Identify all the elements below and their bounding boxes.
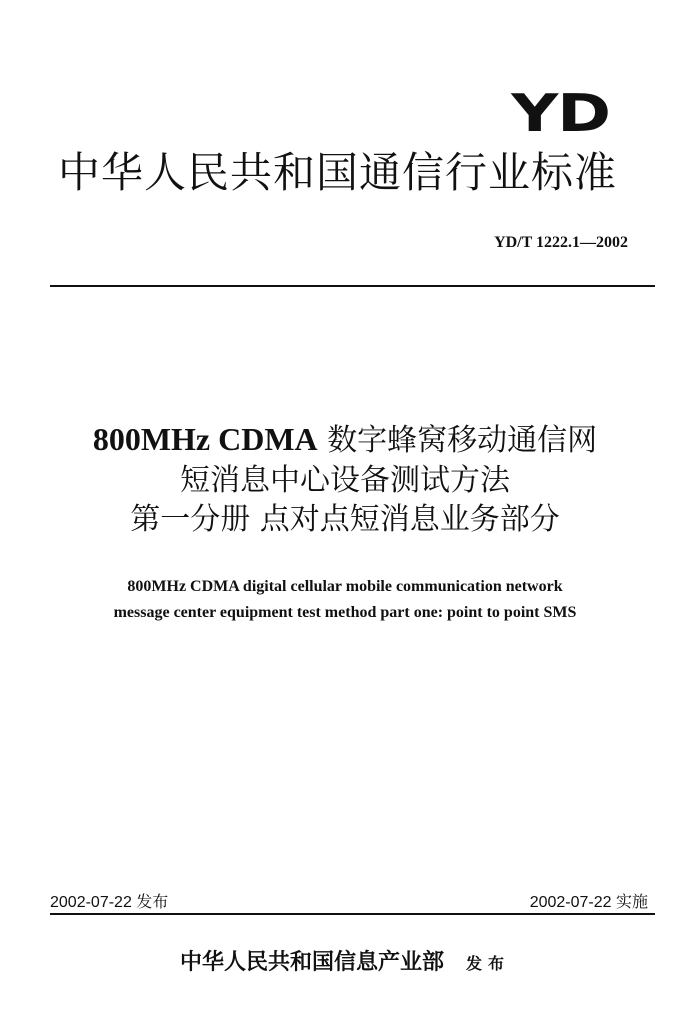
document-title [0, 418, 690, 540]
english-title [0, 574, 690, 625]
title-line-2: 短消息中心设备测试方法 [180, 462, 510, 498]
standard-logo: YD [511, 84, 610, 144]
english-title-line-1: 800MHz CDMA digital cellular mobile communication network [127, 578, 563, 595]
title-line-1-cjk: 数字蜂窝移动通信网 [327, 423, 598, 458]
implementation-date: 2002-07-22 实施 [529, 894, 648, 911]
issue-date: 2002-07-22 发布 [50, 894, 169, 911]
title-line-1 [0, 418, 690, 461]
issue-label: 发布 [466, 954, 511, 973]
english-title-line-2: message center equipment test method part one: point to point SMS [113, 603, 577, 621]
top-divider [50, 285, 655, 287]
title-line-1-latin: 800MHz CDMA [92, 421, 318, 457]
issuer-name: 中华人民共和国信息产业部 [179, 949, 444, 975]
bottom-divider [50, 913, 655, 915]
standard-category-title: 中华人民共和国通信行业标准 [58, 148, 618, 197]
title-line-3: 第一分册 点对点短消息业务部分 [130, 502, 560, 538]
standard-number: YD/T 1222.1—2002 [494, 234, 628, 251]
issuing-authority [0, 945, 690, 976]
